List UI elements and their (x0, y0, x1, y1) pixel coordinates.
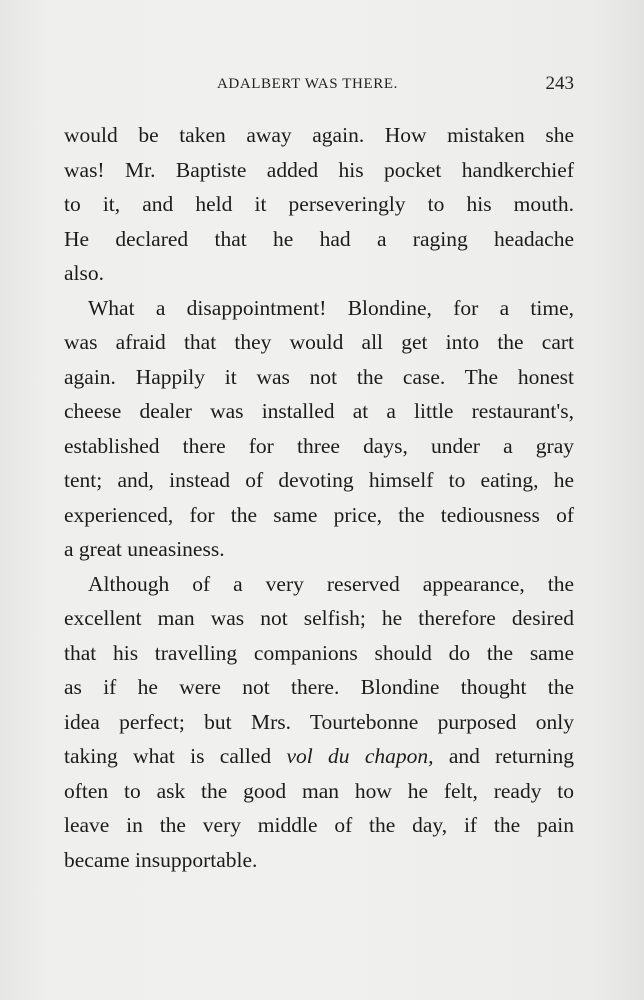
italic-phrase: vol du chapon, (286, 744, 434, 768)
text-line: often to ask the good man how he felt, ready to (64, 778, 574, 803)
text-run: and returning (433, 744, 574, 768)
text-line: experienced, for the same price, the tediousness of (64, 502, 574, 527)
text-line: also. (64, 261, 105, 285)
text-line: to it, and held it perseveringly to his mouth. (64, 192, 574, 216)
text-line-with-italic (64, 739, 574, 774)
text-run: taking what is called (64, 744, 287, 768)
text-line: became insupportable. (64, 847, 258, 872)
text-line: Although of a very reserved appearance, the (88, 571, 574, 596)
text-line: was! Mr. Baptiste added his pocket handkerchief (64, 157, 574, 182)
text-line: cheese dealer was installed at a little restaurant's, (64, 399, 574, 423)
text-line: established there for three days, under a gray (64, 433, 574, 458)
running-head (0, 73, 644, 100)
body-text (64, 118, 574, 877)
text-line: idea perfect; but Mrs. Tourtebonne purposed only (64, 709, 574, 734)
text-line: He declared that he had a raging headache (64, 226, 574, 251)
text-line: was afraid that they would all get into the cart (64, 330, 574, 354)
page-number: 243 (545, 73, 574, 94)
running-title: ADALBERT WAS THERE. (217, 76, 398, 92)
text-line: leave in the very middle of the day, if the pain (64, 813, 574, 837)
text-line: a great uneasiness. (64, 537, 225, 561)
paragraph-2 (64, 291, 574, 567)
text-line: as if he were not there. Blondine thought the (64, 675, 574, 699)
paragraph-3 (64, 567, 574, 878)
paragraph-1 (64, 118, 574, 291)
text-line: excellent man was not selfish; he therefore desired (64, 606, 574, 630)
text-line: would be taken away again. How mistaken she (64, 123, 574, 147)
text-line: tent; and, instead of devoting himself to eating, he (64, 468, 574, 492)
text-line: that his travelling companions should do the same (64, 640, 574, 665)
text-line: again. Happily it was not the case. The honest (64, 364, 574, 389)
text-line: What a disappointment! Blondine, for a time, (88, 295, 574, 320)
